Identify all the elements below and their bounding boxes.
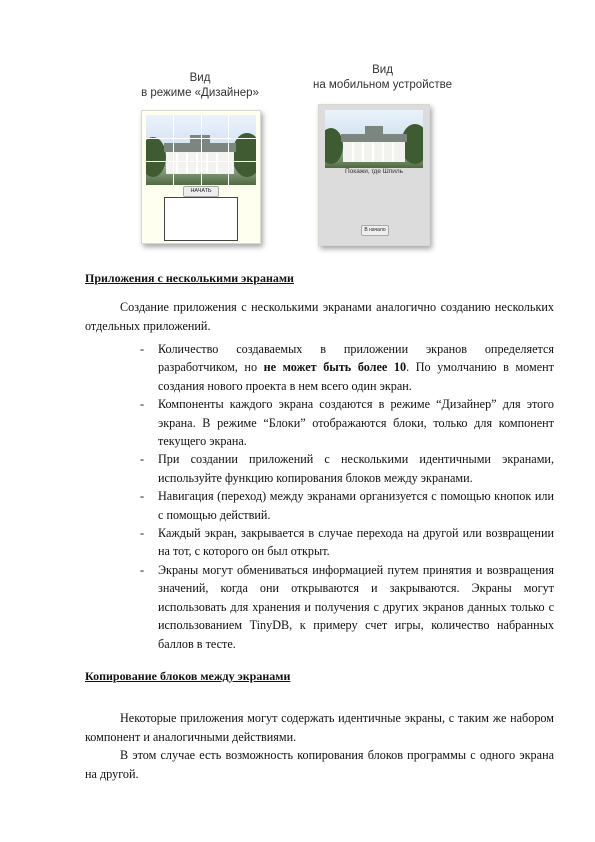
list-item: - Каждый экран, закрывается в случае перехода на другой или возвращении на тот, с которого он был открыт. (140, 526, 554, 559)
section1-intro-text: Создание приложения с несколькими экранами аналогично созданию нескольких отдельных приложений. (85, 300, 554, 333)
list-item: - Экраны могут обмениваться информацией путем принятия и возвращения значений, когда они открываются и закрываются. Экраны могут использовать для хранения и получения с других экранов данных только с использованием TinyDB, к примеру счет игры, количество набранных баллов в тесте. (140, 562, 554, 651)
section1-bullet-list (140, 340, 554, 653)
mobile-caption (290, 63, 475, 93)
mobile-prompt-label: Покажи, где Шпиль (344, 168, 404, 175)
designer-photo (146, 115, 256, 185)
mobile-photo (325, 110, 423, 168)
section2-paragraph2 (85, 746, 554, 783)
list-item: - Количество создаваемых в приложении экранов определяется разработчиком, но не может быть более 10. По умолчанию в момент создания нового проекта в нем всего один экран. (140, 342, 554, 393)
list-item: - Навигация (переход) между экранами организуется с помощью кнопок или с помощью действий. (140, 489, 554, 522)
mobile-back-button[interactable]: В начало (361, 225, 389, 236)
designer-start-button[interactable]: НАЧАТЬ (183, 186, 219, 197)
designer-canvas-box (164, 197, 238, 241)
section2-paragraph2-text: В этом случае есть возможность копирования блоков программы с одного экрана на другой. (85, 748, 554, 781)
designer-screenshot (141, 110, 261, 244)
list-item: - При создании приложений с несколькими идентичными экранами, используйте функцию копирования блоков между экранами. (140, 452, 554, 485)
mobile-caption-line1: Вид (372, 64, 393, 76)
section2-paragraph1 (85, 709, 554, 746)
designer-caption-line2: в режиме «Дизайнер» (141, 87, 259, 99)
section2-paragraph1-text: Некоторые приложения могут содержать идентичные экраны, с таким же набором компонент и аналогичными действиями. (85, 711, 554, 744)
list-item: - Компоненты каждого экрана создаются в режиме “Дизайнер” для этого экрана. В режиме “Блоки” отображаются блоки, только для компонент текущего экрана. (140, 397, 554, 449)
section1-intro (85, 298, 554, 335)
mobile-caption-line2: на мобильном устройстве (312, 79, 453, 91)
section2-heading: Копирование блоков между экранами (85, 669, 291, 683)
designer-caption-line1: Вид (189, 72, 211, 84)
section1-heading: Приложения с несколькими экранами (85, 271, 294, 285)
mobile-screenshot (318, 104, 430, 246)
designer-caption (120, 71, 280, 101)
